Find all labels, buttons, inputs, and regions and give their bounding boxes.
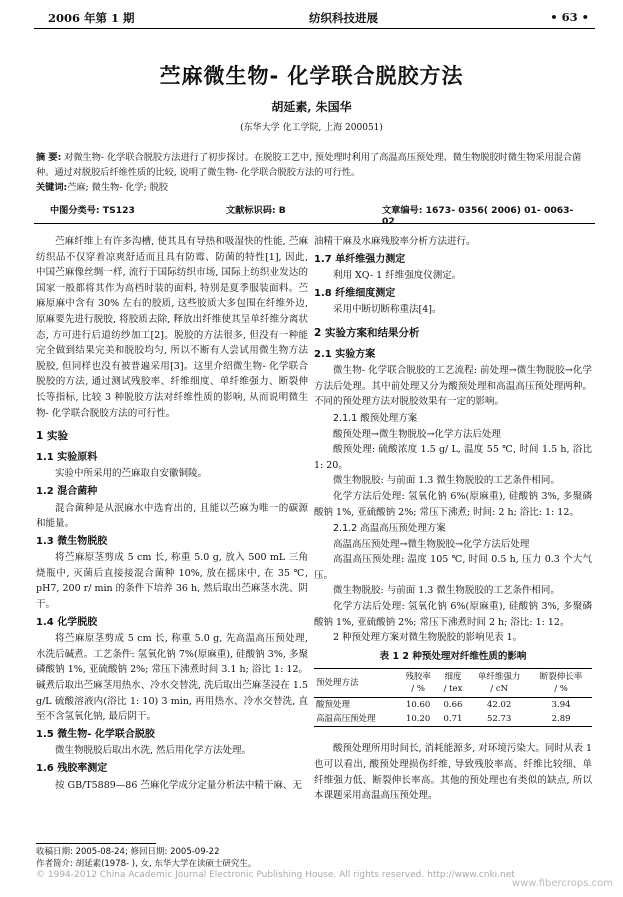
cell: 0.71 [438, 712, 469, 727]
section-1-7-text: 利用 XQ- 1 纤维强度仪测定。 [333, 270, 462, 282]
journal-name: 纺织科技进展 [309, 11, 378, 25]
copyright-line: © 1994-2012 China Academic Journal Electronic Publishing House. All rights reserved. http://www.cnki.net [36, 870, 515, 880]
col-header-fineness: 细度 / tex [438, 669, 469, 698]
htp-chemical: 化学方法后处理: 氢氧化钠 6%(原麻重), 硅酸钠 3%, 多聚磷酸钠 1%, 亚硫酸钠 2%; 常压下沸煮时间 2 h; 浴比: 1: 12。 [314, 601, 592, 628]
section-2-1-1-heading: 2.1.1 酸预处理方案 [333, 412, 418, 424]
col-header-residual-gum: 残胶率 / % [398, 669, 437, 698]
cell: 2.89 [530, 712, 592, 727]
received-date: 收稿日期: 2005-08-24; 修回日期: 2005-09-22 [36, 847, 220, 857]
table-row [314, 712, 592, 727]
after-table-text: 酸预处理所用时间长, 消耗能源多, 对环境污染大。同时从表 1 也可以看出, 酸预处理损伤纤维, 导致残胶率高、纤维比较细、单纤维强力低、断裂伸长率高。其他的预处理也有类似的缺点, 所以本课题采用高温高压预处理。 [314, 743, 592, 802]
section-1-5-heading: 1.5 微生物- 化学联合脱胶 [36, 728, 155, 740]
section-1-5-text: 微生物脱胶后取出水洗, 然后用化学方法处理。 [55, 745, 252, 757]
cell: 3.94 [551, 700, 571, 711]
section-1-3-text: 将苎麻原茎剪成 5 cm 长, 称重 5.0 g, 放入 500 mL 三角烧瓶中, 灭菌后直接接混合菌种 10%, 放在摇床中, 在 35 ℃, pH7, 200 r/ min 的条件下培养 36 h, 然后取出苎麻茎水洗、阴干。 [36, 552, 308, 611]
continued-text: 油精干麻及水麻残胶率分析方法进行。 [314, 236, 476, 247]
table-reference: 2 种预处理方案对微生物脱胶的影响见表 1。 [333, 632, 523, 644]
right-column [314, 234, 592, 804]
footnote [36, 846, 308, 870]
abstract-text: 对微生物- 化学联合脱胶方法进行了初步探讨。在脱胶工艺中, 预处理时利用了高温高压预处理、微生物脱胶时微生物采用混合菌种。通过对脱胶后纤维性质的比较, 说明了微生物- 化学联合脱胶方法的可行性。 [36, 152, 582, 178]
doc-code: 文献标识码: B [226, 205, 286, 216]
section-1-2-heading: 1.2 混合菌种 [36, 485, 98, 497]
cell: 酸预处理 [316, 700, 351, 711]
section-1-8-heading: 1.8 纤维细度测定 [314, 287, 396, 299]
section-1-2-text: 混合菌种是从泯麻水中选育出的, 且能以苎麻为唯一的碳源和能量。 [36, 502, 308, 530]
col-header-method: 预处理方法 [314, 669, 398, 698]
abstract-rule [34, 223, 595, 224]
issue-label: 2006 年第 1 期 [48, 11, 135, 25]
cell: 10.60 [405, 700, 431, 711]
section-1-4-heading: 1.4 化学脱胶 [36, 616, 98, 628]
left-column [36, 234, 308, 793]
cell: 52.73 [468, 712, 530, 727]
cell: 42.02 [486, 700, 512, 711]
cell: 0.66 [443, 700, 463, 711]
page-number: • 63 • [550, 10, 589, 24]
section-1-heading: 1 实验 [36, 430, 68, 443]
keywords-label: 关键词: [36, 182, 68, 193]
section-1-6-text: 按 GB/T5889—86 苎麻化学成分定量分析法中精干麻、无 [55, 779, 302, 791]
authors: 胡延素, 朱国华 [271, 100, 352, 114]
acid-flow: 酸预处理→微生物脱胶→化学方法后处理 [333, 428, 501, 440]
table-row [314, 698, 592, 713]
running-header [34, 10, 595, 26]
section-1-3-heading: 1.3 微生物脱胶 [36, 535, 108, 547]
table-title: 表 1 2 种预处理对纤维性质的影响 [379, 650, 527, 662]
col-header-elongation: 断裂伸长率 / % [530, 669, 592, 698]
classification-line [36, 202, 586, 227]
article-number: 文章编号: 1673- 0356( 2006) 01- 0063- 02 [382, 205, 574, 227]
section-2-heading: 2 实验方案和结果分析 [314, 326, 420, 339]
abstract [36, 150, 586, 195]
section-1-1-text: 实验中所采用的苎麻取自安徽铜陵。 [55, 468, 208, 480]
section-1-7-heading: 1.7 单纤维强力测定 [314, 253, 406, 265]
cell: 10.20 [398, 712, 437, 727]
article-title: 苎麻微生物- 化学联合脱胶方法 [159, 64, 464, 88]
htp-pretreatment: 高温高压预处理: 温度 105 ℃, 时间 0.5 h, 压力 0.3 个大气压。 [314, 554, 592, 581]
clc-number: 中图分类号: TS123 [50, 205, 135, 216]
keywords: 苎麻; 微生物- 化学; 脱胶 [67, 182, 168, 193]
htp-flow: 高温高压预处理→微生物脱胶→化学方法后处理 [333, 538, 530, 550]
cell: 高温高压预处理 [314, 712, 398, 727]
acid-pretreatment: 酸预处理: 硫酸浓度 1.5 g/ L, 温度 55 ℃, 时间 1.5 h, 浴比 1: 20。 [314, 444, 592, 471]
header-rule [34, 28, 595, 29]
section-2-1-text: 微生物- 化学联合脱胶的工艺流程: 前处理→微生物脱胶→化学方法后处理。其中前处理又分为酸预处理和高温高压预处理两种。不同的预处理方法对脱胶效果有一定的影响。 [314, 365, 592, 408]
section-1-6-heading: 1.6 残胶率测定 [36, 763, 108, 774]
abstract-label: 摘 要: [36, 152, 62, 163]
section-2-1-2-heading: 2.1.2 高温高压预处理方案 [333, 523, 446, 535]
acid-microbial: 微生物脱胶: 与前面 1.3 微生物脱胶的工艺条件相同。 [333, 475, 560, 487]
htp-microbial: 微生物脱胶: 与前面 1.3 微生物脱胶的工艺条件相同。 [333, 585, 560, 597]
col-header-strength: 单纤维强力 / cN [468, 669, 530, 698]
section-1-4-text: 将苎麻原茎剪成 5 cm 长, 称重 5.0 g, 先高温高压预处理, 水洗后碱煮。工艺条件: 氢氧化钠 7%(原麻重), 硅酸钠 3%, 多聚磷酸钠 1%, 亚硫酸钠 2%; 常压下沸煮时间 3.1 h; 浴比 1: 12。碱煮后取出苎麻茎用热水、冷水交替洗, 洗后取出苎麻茎浸在 1.5 g/L 硫酸溶液内(浴比 1: 10) 3 min, 再用热水、冷水交替洗, 直至不含氢氧化钠, 最后阴干。 [36, 633, 308, 723]
section-2-1-heading: 2.1 实验方案 [314, 348, 376, 360]
watermark: www.fibercrops.com [511, 878, 613, 889]
section-1-8-text: 采用中断切断称重法[4]。 [333, 304, 442, 316]
affiliation: (东华大学 化工学院, 上海 200051) [240, 123, 383, 133]
acid-chemical: 化学方法后处理: 氢氧化钠 6%(原麻重), 硅酸钠 3%, 多聚磷酸钠 1%, 亚硫酸钠 2%; 常压下沸煮; 时间: 2 h; 浴比: 1: 12。 [314, 490, 592, 518]
section-1-1-heading: 1.1 实验原料 [36, 451, 98, 463]
author-bio: 作者简介: 胡延素(1978- ), 女, 东华大学在读硕士研究生。 [36, 859, 257, 869]
footnote-rule [36, 843, 156, 844]
intro-paragraph: 苎麻纤维上有许多沟槽, 使其具有导热和吸湿快的性能, 苎麻纺织品不仅穿着凉爽舒适而且具有防霉、防菌的特性[1], 因此, 中国苎麻像丝绸一样, 流行于国际纺织市场, 国际上纺织业发达的国家一般都将其作为高档时装的面料, 特别是夏季服装面料。苎麻原麻中含有 30% 左右的胶质, 这些胶质大多包围在纤维外边, 原麻要先进行脱胶, 将胶质去除, 释放出纤维使其呈单纤维分离状态, 方可进行后道纺纱加工[2]。脱胶的方法很多, 但没有一种能完全做到结果完美和脱胶均匀, 所以不断有人尝试用微生物方法脱胶, 但同样也没有被普遍采用[3]。这里介绍微生物- 化学联合脱胶的方法, 通过测试残胶率、纤维细度、单纤维强力、断裂伸长等指标, 比较 3 种脱胶方法对纤维性质的影响, 从而说明微生物- 化学联合脱胶方法的可行性。 [36, 236, 308, 419]
results-table [314, 668, 592, 727]
